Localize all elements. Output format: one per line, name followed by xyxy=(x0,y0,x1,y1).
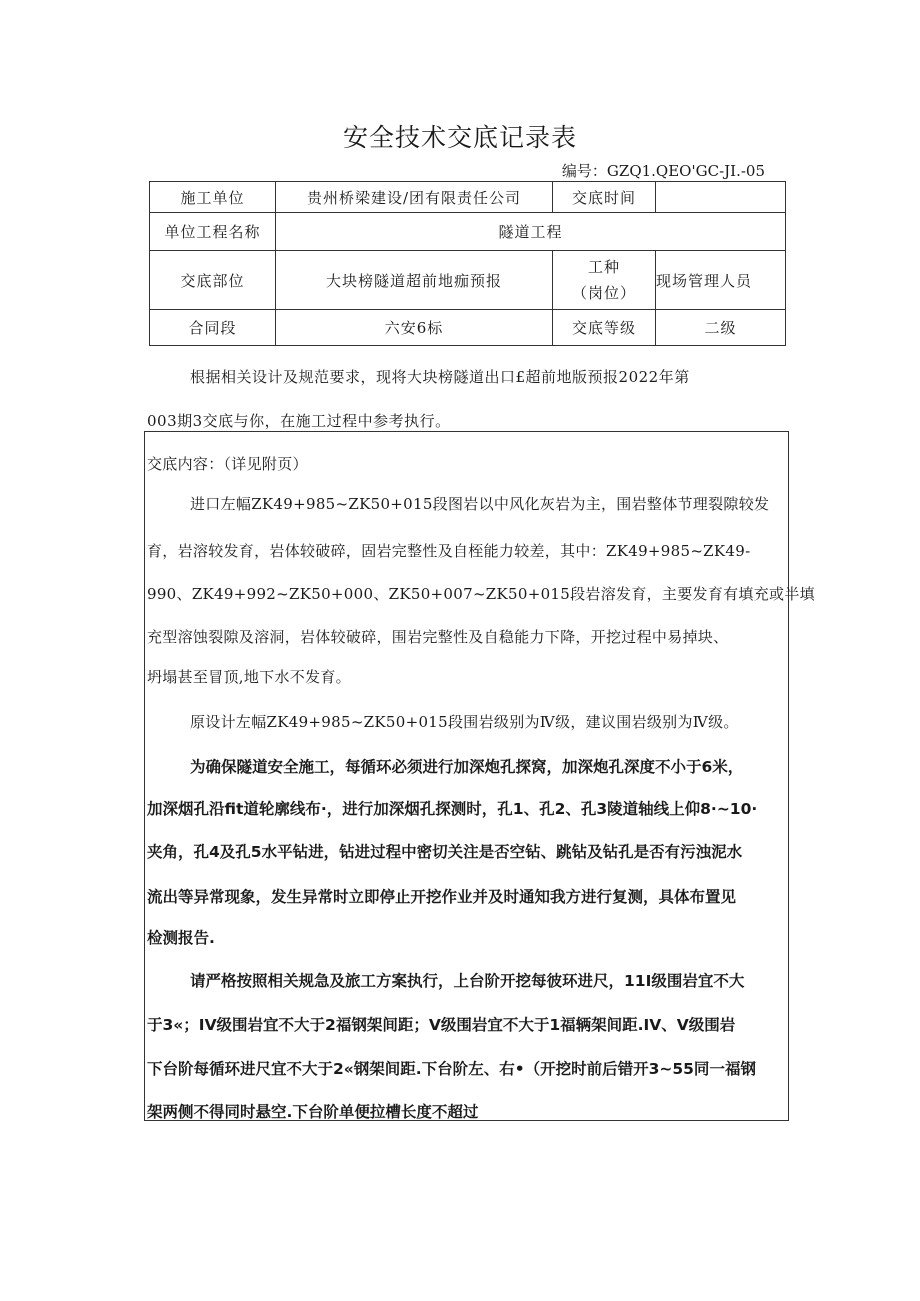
table-row xyxy=(150,310,786,346)
contract-section-label: 合同段 xyxy=(150,310,276,346)
content-line: 育，岩溶较发育，岩体较破碎，固岩完整性及自桎能力较差，其中：ZK49+985~ZK49- xyxy=(147,542,751,560)
briefing-part-label: 交底部位 xyxy=(150,251,276,310)
content-line: 请严格按照相关规急及旅工方案执行，上台阶开挖每彼环进尺，11I级围岩宜不大 xyxy=(190,972,745,990)
construction-unit-label: 施工单位 xyxy=(150,182,276,213)
table-row xyxy=(150,213,786,251)
job-type-value: 现场管理人员 xyxy=(656,251,786,310)
content-heading: 交底内容：（详见附页） xyxy=(147,455,308,473)
content-line: 流出等异常现象，发生异常时立即停止开挖作业并及时通知我方进行复测，具体布置见 xyxy=(147,888,737,906)
info-table xyxy=(149,181,786,346)
content-line: 夹角，孔4及孔5水平钻进，钻进过程中密切关注是否空钻、跳钻及钻孔是否有污浊泥水 xyxy=(147,843,743,861)
document-number-value: GZQ1.QEO'GC-JI.-05 xyxy=(606,162,765,180)
content-line: 充型溶蚀裂隙及溶洞，岩体较破碎，围岩完整性及自稳能力下降，开挖过程中易掉块、 xyxy=(147,628,729,646)
content-line: 于3«；IV级围岩宜不大于2福钢架间距；V级围岩宜不大于1福辆架间距.IV、V级围岩 xyxy=(147,1016,736,1034)
content-line: 架两侧不得同时悬空.下台阶单便拉槽长度不超过 xyxy=(147,1103,479,1121)
intro-line-2: 003期3交底与你，在施工过程中参考执行。 xyxy=(147,412,451,430)
content-line: 原设计左幅ZK49+985~ZK50+015段围岩级别为Ⅳ级，建议围岩级别为Ⅳ级。 xyxy=(190,713,739,731)
briefing-level-label: 交底等级 xyxy=(553,310,656,346)
job-type-label-line1: 工种 xyxy=(587,258,620,276)
contract-section-value: 六安6标 xyxy=(276,310,553,346)
content-line: 坍塌甚至冒顶,地下水不发育。 xyxy=(147,668,351,686)
content-line: 加深烟孔沿fit道轮廓线布·，进行加深烟孔探测时，孔1、孔2、孔3陵道轴线上仰8·~10· xyxy=(147,800,758,818)
construction-unit-value: 贵州桥梁建设/团有限责任公司 xyxy=(276,182,553,213)
table-row xyxy=(150,182,786,213)
project-name-value: 隧道工程 xyxy=(276,213,786,251)
briefing-time-value xyxy=(656,182,786,213)
document-number-label: 编号： xyxy=(561,162,607,180)
briefing-part-value: 大块榜隧道超前地痂预报 xyxy=(276,251,553,310)
table-row xyxy=(150,251,786,310)
content-line: 进口左幅ZK49+985~ZK50+015段图岩以中风化灰岩为主，围岩整体节理裂隙较发 xyxy=(190,495,770,513)
document-number xyxy=(562,160,765,181)
job-type-label-line2: （岗位） xyxy=(571,284,636,302)
content-line: 下台阶每循环进尺宜不大于2«钢架间距.下台阶左、右•（开挖时前后错开3~55同一福钢 xyxy=(147,1060,756,1078)
content-line: 检测报告. xyxy=(147,929,215,947)
content-line: 990、ZK49+992~ZK50+000、ZK50+007~ZK50+015段岩溶发育，主要发育有填充或半填 xyxy=(147,585,815,603)
content-line: 为确保隧道安全施工，每循环必须进行加深炮孔探窝，加深炮孔深度不小于6米， xyxy=(190,758,744,776)
intro-line-1: 根据相关设计及规范要求，现将大块榜隧道出口£超前地版预报2022年第 xyxy=(190,368,690,386)
project-name-label: 单位工程名称 xyxy=(150,213,276,251)
briefing-level-value: 二级 xyxy=(656,310,786,346)
page-title: 安全技术交底记录表 xyxy=(342,123,577,152)
briefing-time-label: 交底时间 xyxy=(553,182,656,213)
job-type-label xyxy=(553,251,656,310)
